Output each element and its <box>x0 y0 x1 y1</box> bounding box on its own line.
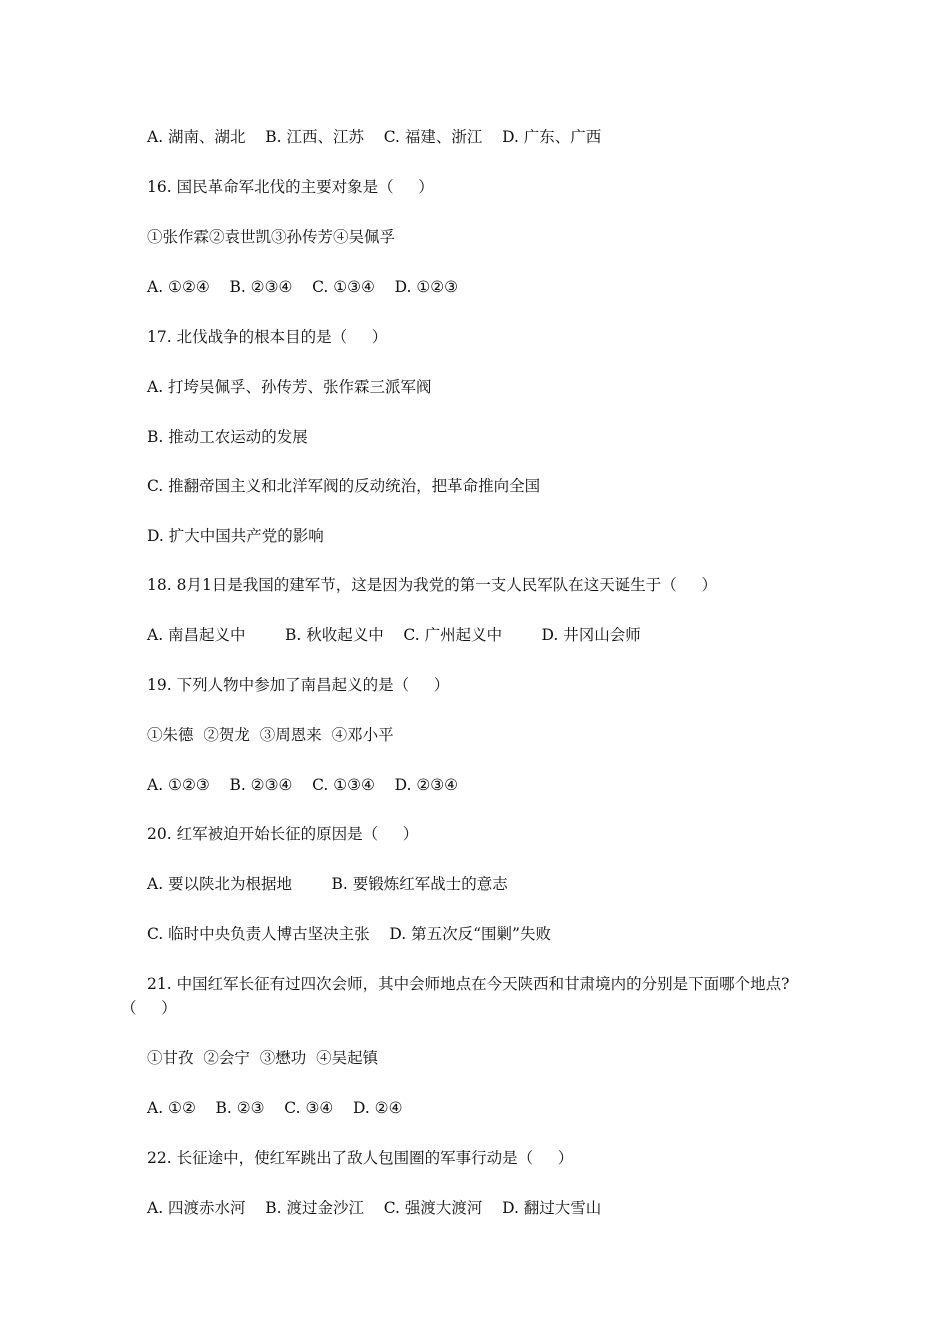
q16-options: A. ①②④ B. ②③④ C. ①③④ D. ①②③ <box>147 278 459 296</box>
q21-stem-continued: （ ） <box>121 999 177 1017</box>
q20-options-ab: A. 要以陕北为根据地 B. 要锻炼红军战士的意志 <box>147 875 508 893</box>
q22-options: A. 四渡赤水河 B. 渡过金沙江 C. 强渡大渡河 D. 翻过大雪山 <box>147 1199 602 1217</box>
q17-option-a: A. 打垮吴佩孚、孙传芳、张作霖三派军阀 <box>147 378 432 396</box>
q19-options: A. ①②③ B. ②③④ C. ①③④ D. ②③④ <box>147 776 459 794</box>
q17-option-d: D. 扩大中国共产党的影响 <box>147 527 324 545</box>
q21-options: A. ①② B. ②③ C. ③④ D. ②④ <box>147 1099 403 1117</box>
q20-options-cd: C. 临时中央负责人博古坚决主张 D. 第五次反“围剿”失败 <box>147 925 551 943</box>
q19-items: ①朱德 ②贺龙 ③周恩来 ④邓小平 <box>147 726 394 744</box>
q17-option-b: B. 推动工农运动的发展 <box>147 428 308 446</box>
q20-stem: 20. 红军被迫开始长征的原因是（ ） <box>147 825 419 843</box>
q21-items: ①甘孜 ②会宁 ③懋功 ④吴起镇 <box>147 1049 379 1067</box>
q17-stem: 17. 北伐战争的根本目的是（ ） <box>147 328 388 346</box>
q16-stem: 16. 国民革命军北伐的主要对象是（ ） <box>147 178 434 196</box>
q18-stem: 18. 8月1日是我国的建军节，这是因为我党的第一支人民军队在这天诞生于（ ） <box>147 576 717 594</box>
q21-stem: 21. 中国红军长征有过四次会师，其中会师地点在今天陕西和甘肃境内的分别是下面哪个地点? <box>147 975 790 993</box>
q19-stem: 19. 下列人物中参加了南昌起义的是（ ） <box>147 676 450 694</box>
q16-items: ①张作霖②袁世凯③孙传芳④吴佩孚 <box>147 228 396 246</box>
q18-options: A. 南昌起义中 B. 秋收起义中 C. 广州起义中 D. 井冈山会师 <box>147 626 641 644</box>
q22-stem: 22. 长征途中，使红军跳出了敌人包围圈的军事行动是（ ） <box>147 1149 574 1167</box>
q17-option-c: C. 推翻帝国主义和北洋军阀的反动统治，把革命推向全国 <box>147 477 541 495</box>
q15-options: A. 湖南、湖北 B. 江西、江苏 C. 福建、浙江 D. 广东、广西 <box>147 128 602 146</box>
